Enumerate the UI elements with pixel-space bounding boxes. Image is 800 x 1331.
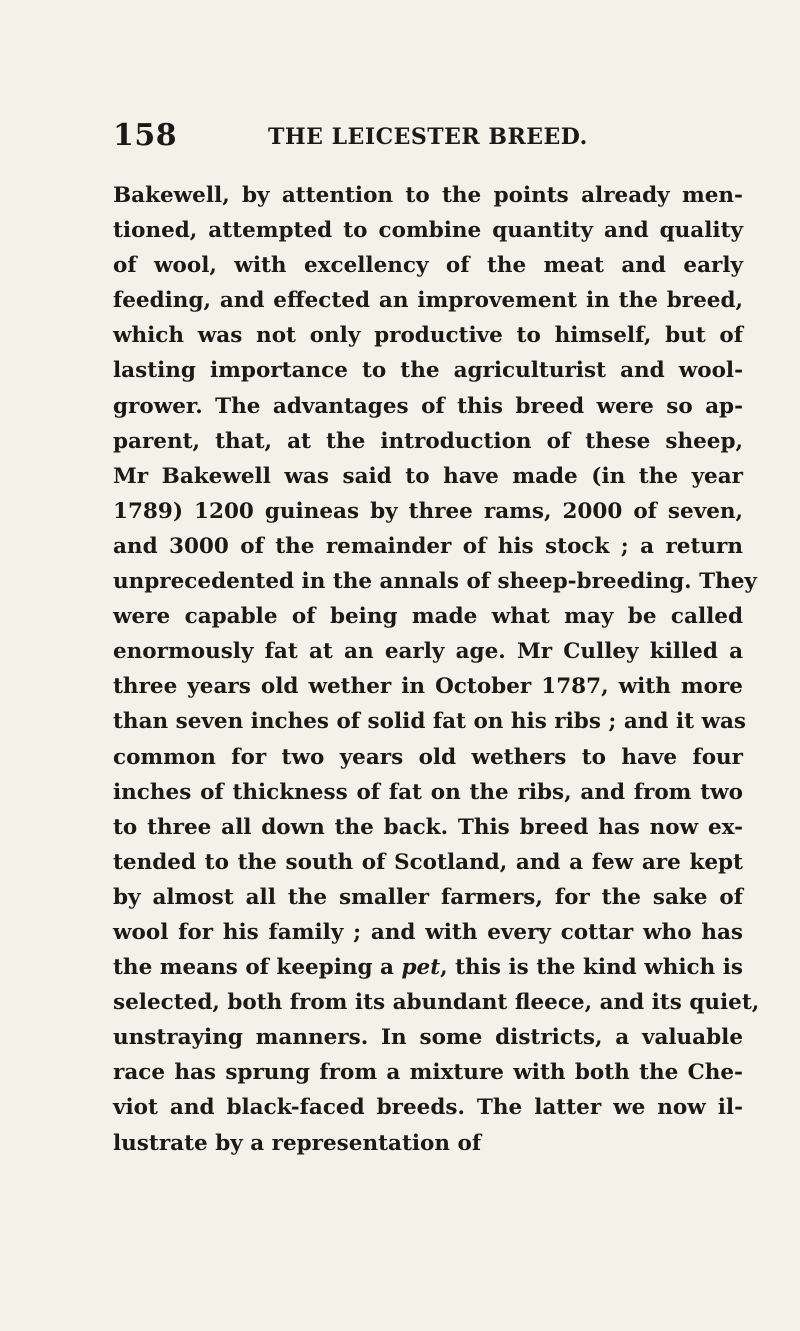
text-line: lasting importance to the agriculturist and wool- bbox=[113, 358, 743, 384]
text-line: three years old wether in October 1787, with more bbox=[113, 674, 743, 700]
text-segment: the means of keeping a bbox=[113, 955, 402, 981]
text-line: to three all down the back. This breed has now ex- bbox=[113, 814, 743, 840]
text-line: wool for his family ; and with every cottar who has bbox=[113, 919, 743, 945]
text-line: which was not only productive to himself, but of bbox=[113, 323, 743, 349]
text-line: enormously fat at an early age. Mr Culley killed a bbox=[113, 639, 743, 665]
text-line: viot and black-faced breeds. The latter we now il- bbox=[113, 1095, 743, 1121]
text-line: tended to the south of Scotland, and a few are kept bbox=[113, 849, 743, 875]
text-line: parent, that, at the introduction of these sheep, bbox=[113, 428, 743, 454]
page-header bbox=[113, 118, 733, 158]
body-paragraph bbox=[113, 178, 760, 1161]
text-line: feeding, and effected an improvement in the breed, bbox=[113, 288, 743, 314]
text-line: grower. The advantages of this breed were so ap- bbox=[113, 393, 743, 419]
running-head: THE LEICESTER BREED. bbox=[268, 124, 588, 150]
text-line: and 3000 of the remainder of his stock ; a return bbox=[113, 533, 743, 559]
text-line: of wool, with excellency of the meat and early bbox=[113, 253, 743, 279]
text-line: common for two years old wethers to have four bbox=[113, 744, 743, 770]
text-line: inches of thickness of fat on the ribs, and from two bbox=[113, 779, 743, 805]
text-line: race has sprung from a mixture with both the Che- bbox=[113, 1060, 743, 1086]
text-line: unprecedented in the annals of sheep-breeding. They bbox=[113, 569, 757, 595]
text-line: 1789) 1200 guineas by three rams, 2000 of seven, bbox=[113, 498, 743, 524]
text-line: were capable of being made what may be called bbox=[113, 604, 743, 630]
italic-word: pet bbox=[401, 955, 441, 981]
text-line-with-italic bbox=[113, 950, 743, 985]
text-line: Bakewell, by attention to the points already men- bbox=[113, 183, 743, 208]
page-number: 158 bbox=[113, 118, 178, 153]
text-line: Mr Bakewell was said to have made (in the year bbox=[113, 463, 743, 489]
text-line: by almost all the smaller farmers, for the sake of bbox=[113, 884, 743, 910]
text-line: lustrate by a representation of bbox=[113, 1130, 482, 1156]
text-line: unstraying manners. In some districts, a valuable bbox=[113, 1025, 743, 1051]
text-segment: , this is the kind which is bbox=[440, 955, 744, 981]
text-line: selected, both from its abundant fleece, and its quiet, bbox=[113, 990, 760, 1016]
text-line: than seven inches of solid fat on his ribs ; and it was bbox=[113, 709, 747, 735]
text-line: tioned, attempted to combine quantity and quality bbox=[113, 218, 743, 244]
